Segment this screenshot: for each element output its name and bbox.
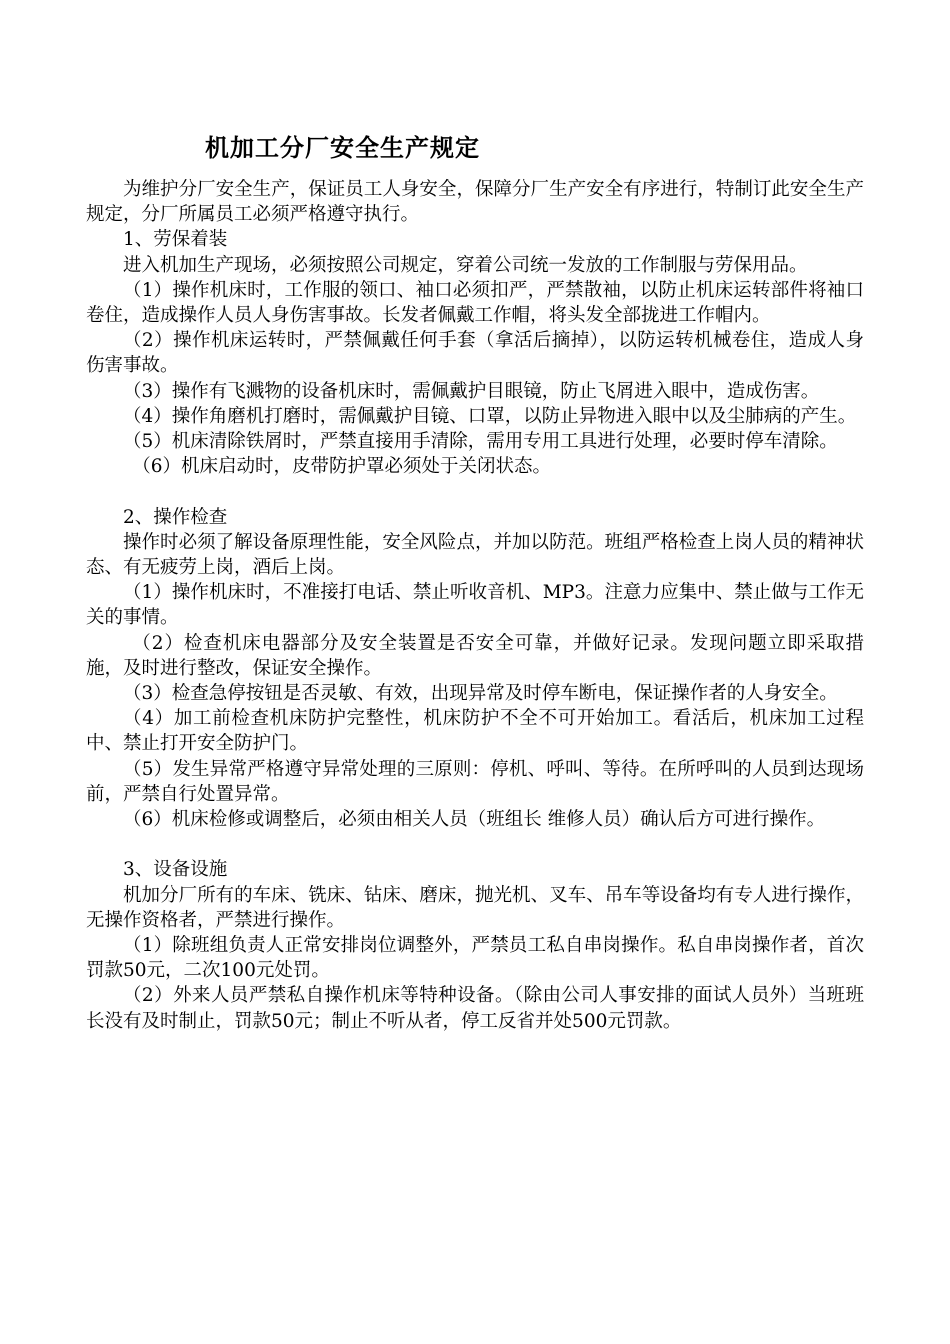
rule-item: （5）发生异常严格遵守异常处理的三原则：停机、呼叫、等待。在所呼叫的人员到达现场前，严禁自行处置异常。 — [86, 758, 864, 805]
intro-paragraph: 为维护分厂安全生产，保证员工人身安全，保障分厂生产安全有序进行，特制订此安全生产规定，分厂所属员工必须严格遵守执行。 — [86, 179, 864, 226]
paragraph-spacer — [86, 479, 864, 504]
rule-item: （5）机床清除铁屑时，严禁直接用手清除，需用专用工具进行处理，必要时停车清除。 — [123, 431, 838, 453]
section-lead-paragraph: 进入机加生产现场，必须按照公司规定，穿着公司统一发放的工作制服与劳保用品。 — [123, 254, 808, 276]
rule-item: （1）操作机床时，工作服的领口、袖口必须扣严，严禁散袖，以防止机床运转部件将袖口卷住，造成操作人员人身伤害事故。长发者佩戴工作帽，将头发全部拢进工作帽内。 — [86, 279, 864, 327]
rule-item: （6）机床检修或调整后，必须由相关人员（班组长 维修人员）确认后方可进行操作。 — [123, 809, 826, 831]
rule-item: （3）操作有飞溅物的设备机床时，需佩戴护目眼镜，防止飞屑进入眼中，造成伤害。 — [123, 380, 820, 402]
rule-item: （6）机床启动时，皮带防护罩必须处于关闭状态。 — [132, 456, 552, 478]
rule-item: （4）加工前检查机床防护完整性，机床防护不全不可开始加工。看活后，机床加工过程中、禁止打开安全防护门。 — [86, 708, 864, 755]
document-title: 机加工分厂安全生产规定 — [205, 133, 480, 162]
rule-item: （2）外来人员严禁私自操作机床等特种设备。（除由公司人事安排的面试人员外）当班班长没有及时制止，罚款50元；制止不听从者，停工反省并处500元罚款。 — [86, 985, 864, 1032]
rule-item: （1）除班组负责人正常安排岗位调整外，严禁员工私自串岗操作。私自串岗操作者，首次罚款50元，二次100元处罚。 — [86, 935, 864, 982]
section-heading-protective-clothing: 1、劳保着装 — [123, 229, 228, 251]
rule-item: （4）操作角磨机打磨时，需佩戴护目镜、口罩，以防止异物进入眼中以及尘肺病的产生。 — [123, 405, 857, 427]
rule-item: （1）操作机床时，不准接打电话、禁止听收音机、MP3。注意力应集中、禁止做与工作无关的事情。 — [86, 582, 864, 629]
rule-item: （2）检查机床电器部分及安全装置是否安全可靠，并做好记录。发现问题立即采取措施，及时进行整改，保证安全操作。 — [86, 632, 864, 679]
rule-item: （3）检查急停按钮是否灵敏、有效，出现异常及时停车断电，保证操作者的人身安全。 — [123, 683, 838, 705]
paragraph-spacer — [86, 832, 864, 857]
section-heading-equipment: 3、设备设施 — [123, 859, 228, 881]
rule-item: （2）操作机床运转时，严禁佩戴任何手套（拿活后摘掉），以防运转机械卷住，造成人身伤害事故。 — [86, 330, 864, 377]
section-heading-operation-check: 2、操作检查 — [123, 506, 228, 528]
section-lead-paragraph: 机加分厂所有的车床、铣床、钻床、磨床，抛光机、叉车、吊车等设备均有专人进行操作，无操作资格者，严禁进行操作。 — [86, 884, 864, 931]
document-body — [86, 177, 864, 1034]
section-lead-paragraph: 操作时必须了解设备原理性能，安全风险点，并加以防范。班组严格检查上岗人员的精神状态、有无疲劳上岗，酒后上岗。 — [86, 531, 864, 579]
